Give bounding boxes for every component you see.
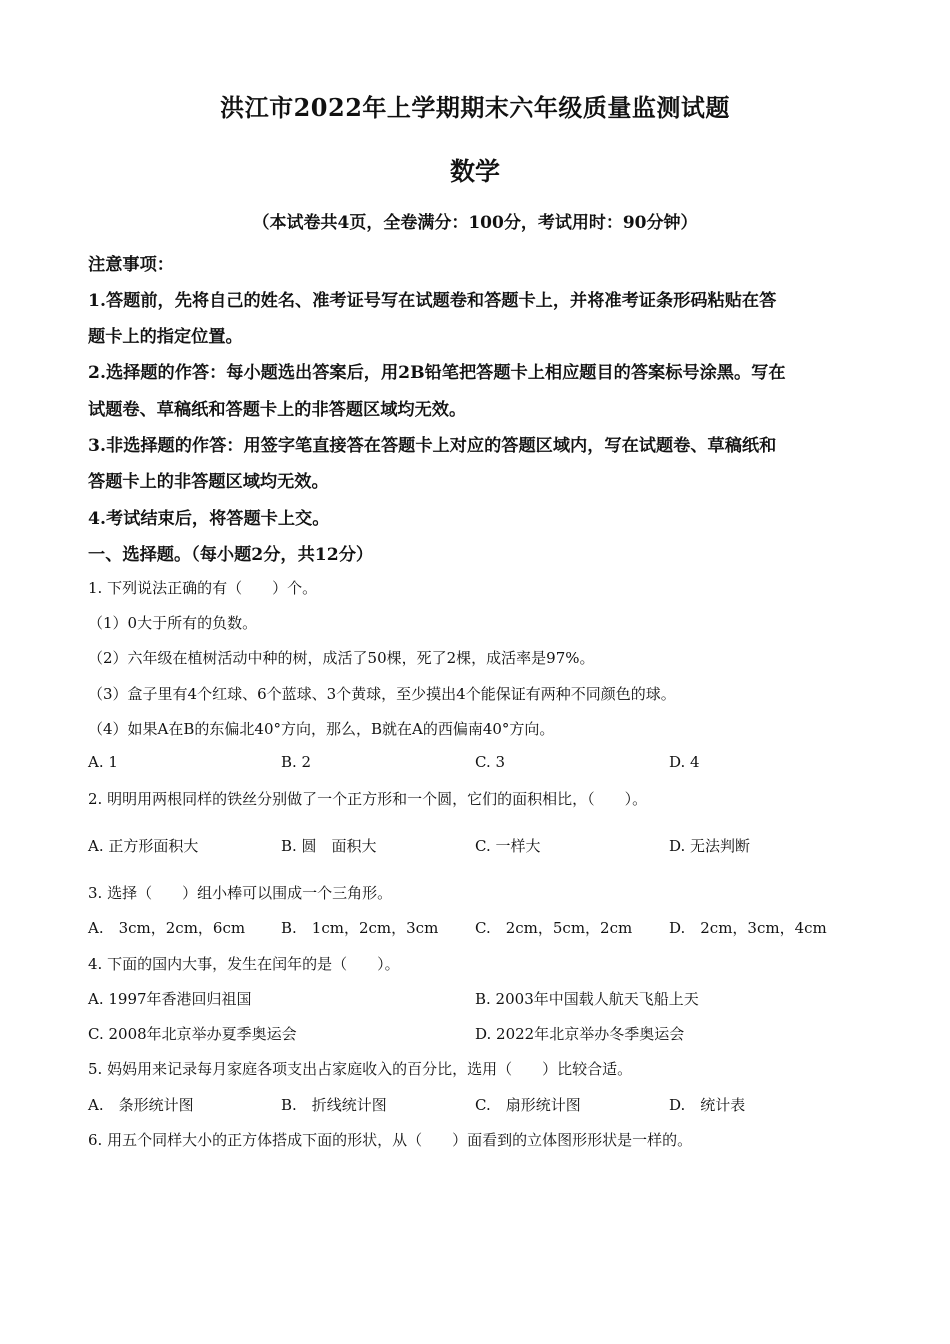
notice-line: 题卡上的指定位置。 [88, 327, 243, 347]
option-d: D. 2022年北京举办冬季奥运会 [475, 1025, 685, 1043]
option-c: C. 扇形统计图 [475, 1096, 581, 1114]
option-b: B. 1cm，2cm，3cm [281, 919, 439, 937]
option-b: B. 2003年中国载人航天飞船上天 [475, 990, 699, 1008]
subject-title: 数学 [449, 157, 500, 186]
option-b: B. 圆 面积大 [281, 837, 377, 855]
section-heading: 一、选择题。（每小题2分，共12分） [88, 545, 374, 565]
option-b: B. 折线统计图 [281, 1096, 387, 1114]
q3-options [88, 917, 868, 937]
option-a: A. 3cm，2cm，6cm [88, 919, 246, 937]
q4-options-row2 [88, 1023, 868, 1043]
option-b: B. 2 [281, 753, 312, 771]
option-c: C. 2cm，5cm，2cm [475, 919, 633, 937]
notice-line: 试题卷、草稿纸和答题卡上的非答题区域均无效。 [88, 400, 467, 420]
question-stem: 4. 下面的国内大事，发生在闰年的是（ ）。 [88, 955, 400, 973]
question-item: （3）盒子里有4个红球、6个蓝球、3个黄球，至少摸出4个能保证有两种不同颜色的球。 [88, 685, 676, 703]
option-c: C. 3 [475, 753, 506, 771]
q5-options [88, 1094, 868, 1114]
option-d: D. 无法判断 [669, 837, 751, 855]
question-stem: 3. 选择（ ）组小棒可以围成一个三角形。 [88, 884, 393, 902]
option-a: A. 条形统计图 [88, 1096, 194, 1114]
q2-options [88, 835, 868, 855]
question-item: （4）如果A在B的东偏北40°方向，那么，B就在A的西偏南40°方向。 [88, 720, 555, 738]
notice-line: 1.答题前，先将自己的姓名、准考证号写在试题卷和答题卡上，并将准考证条形码粘贴在答 [88, 291, 777, 311]
q4-options-row1 [88, 988, 868, 1008]
option-d: D. 2cm，3cm，4cm [669, 919, 827, 937]
option-a: A. 正方形面积大 [88, 837, 199, 855]
question-item: （1）0大于所有的负数。 [88, 614, 258, 632]
notice-heading: 注意事项： [88, 255, 174, 275]
question-item: （2）六年级在植树活动中种的树，成活了50棵，死了2棵，成活率是97%。 [88, 649, 595, 667]
exam-title: 洪江市2022年上学期期末六年级质量监测试题 [220, 93, 730, 122]
notice-line: 3.非选择题的作答：用签字笔直接答在答题卡上对应的答题区域内，写在试题卷、草稿纸和 [88, 436, 777, 456]
option-d: D. 统计表 [669, 1096, 746, 1114]
question-stem: 6. 用五个同样大小的正方体搭成下面的形状，从（ ）面看到的立体图形形状是一样的。 [88, 1131, 693, 1149]
notice-line: 4.考试结束后，将答题卡上交。 [88, 509, 330, 529]
option-d: D. 4 [669, 753, 700, 771]
question-stem: 2. 明明用两根同样的铁丝分别做了一个正方形和一个圆，它们的面积相比，（ ）。 [88, 790, 648, 808]
option-a: A. 1 [88, 753, 118, 771]
option-a: A. 1997年香港回归祖国 [88, 990, 252, 1008]
exam-info: （本试卷共4页，全卷满分：100分，考试用时：90分钟） [252, 213, 698, 233]
question-stem: 1. 下列说法正确的有（ ）个。 [88, 579, 318, 597]
option-c: C. 一样大 [475, 837, 541, 855]
q1-options [88, 753, 868, 773]
question-stem: 5. 妈妈用来记录每月家庭各项支出占家庭收入的百分比，选用（ ）比较合适。 [88, 1060, 633, 1078]
notice-line: 答题卡上的非答题区域均无效。 [88, 472, 329, 492]
option-c: C. 2008年北京举办夏季奥运会 [88, 1025, 297, 1043]
notice-line: 2.选择题的作答：每小题选出答案后，用2B铅笔把答题卡上相应题目的答案标号涂黑。写在 [88, 363, 786, 383]
